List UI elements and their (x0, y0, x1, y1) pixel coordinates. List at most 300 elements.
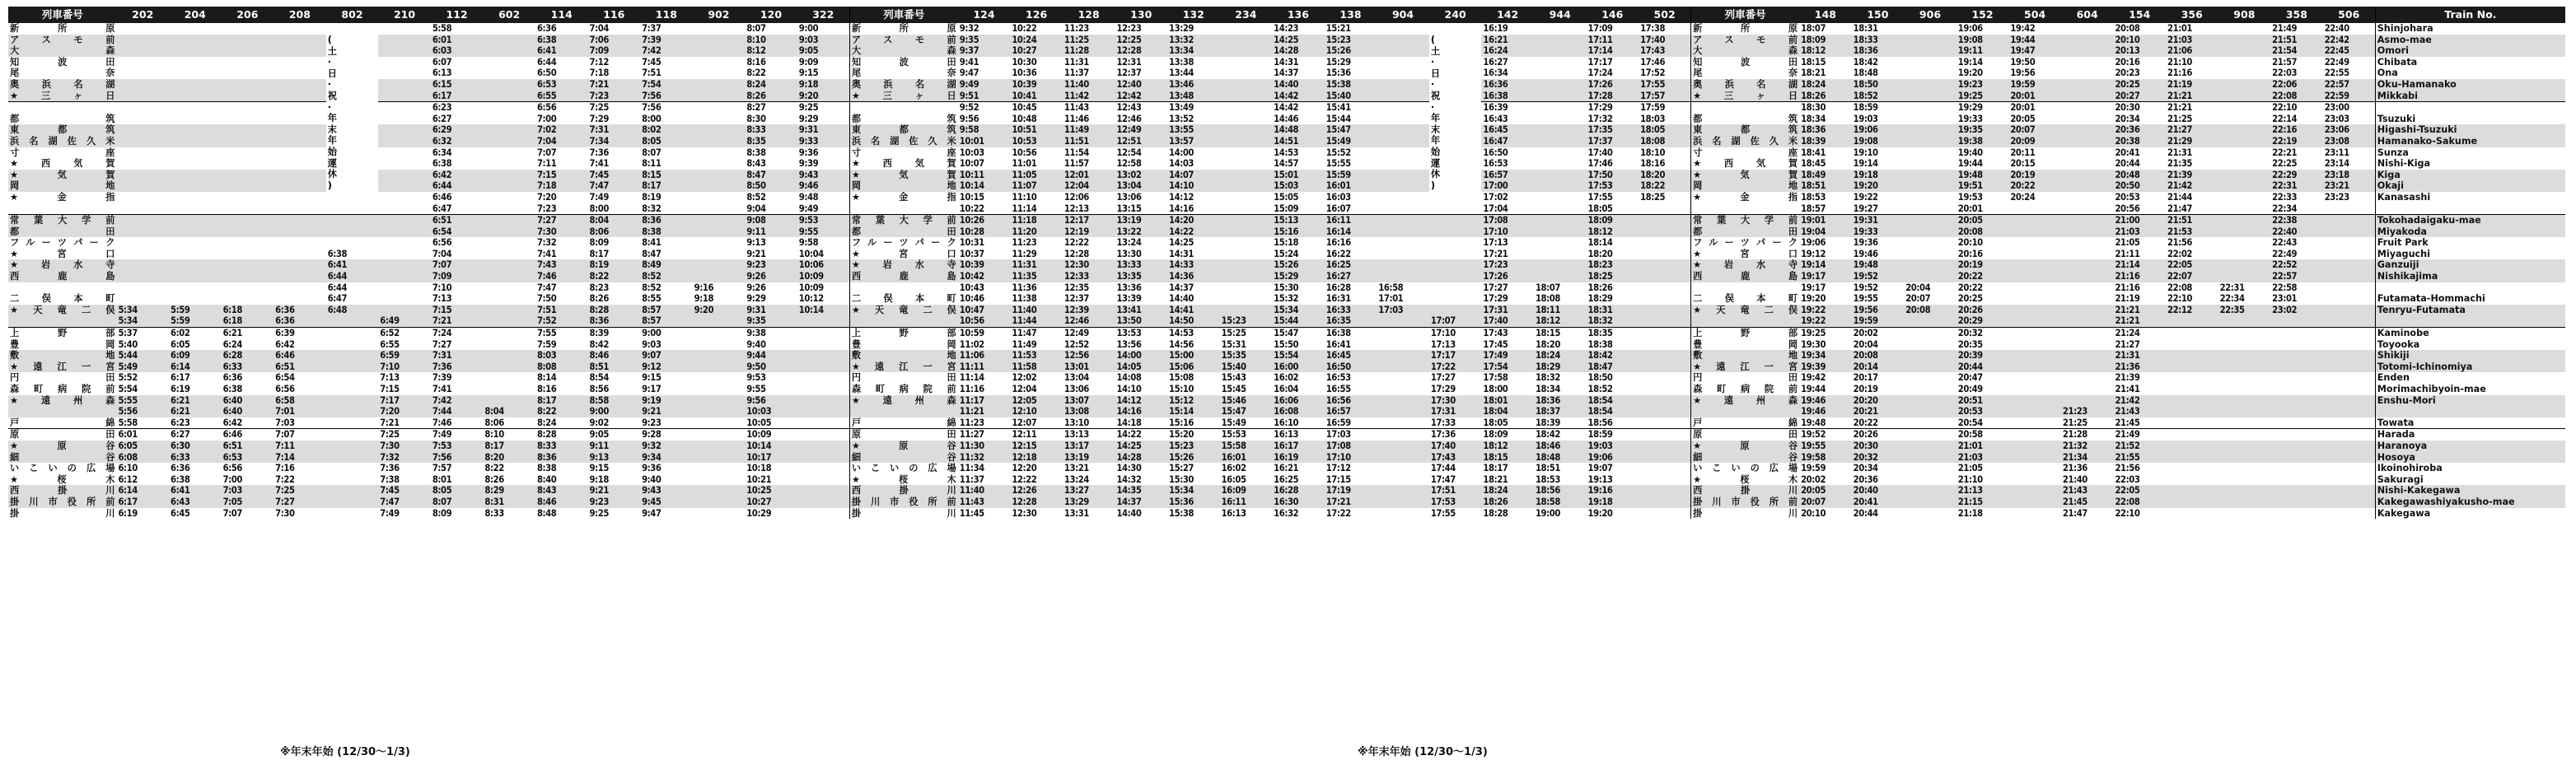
time-cell (1904, 237, 1957, 249)
station-name-en: Kakegawashiyakusho-mae (2375, 497, 2565, 508)
time-cell (1534, 35, 1587, 46)
time-cell (2061, 215, 2114, 226)
time-cell: 11:20 (1010, 226, 1063, 238)
time-cell (2061, 147, 2114, 159)
time-cell (326, 417, 379, 429)
time-cell: 9:23 (588, 497, 641, 508)
time-cell: 7:11 (273, 441, 326, 452)
time-cell: 21:05 (2115, 237, 2140, 249)
time-cell: 7:44 (431, 406, 484, 417)
time-cell (1904, 497, 1957, 508)
time-cell: 13:35 (1115, 271, 1167, 282)
time-cell (483, 79, 535, 91)
time-cell: 15:23 (1167, 441, 1220, 452)
time-cell: 8:04 (588, 215, 641, 226)
time-cell (797, 508, 850, 520)
time-cell: 21:16 (2115, 282, 2140, 293)
station-name-en: Totomi-Ichinomiya (2375, 362, 2565, 373)
time-cell: 17:47 (1430, 473, 1456, 485)
time-cell: 21:32 (2061, 441, 2114, 452)
time-cell (2323, 384, 2376, 395)
time-cell (1377, 315, 1429, 327)
station-name-jp: 掛川 (10, 507, 115, 519)
time-cell: 7:47 (378, 497, 431, 508)
time-cell: 15:40 (1325, 91, 1377, 102)
time-cell: 6:23 (171, 417, 190, 428)
time-cell: 17:31 (1481, 305, 1534, 316)
time-cell (1220, 215, 1273, 226)
time-cell: 15:01 (1272, 170, 1325, 181)
time-cell: 20:35 (1957, 338, 1983, 350)
time-cell (2270, 406, 2323, 417)
time-cell: 9:13 (588, 452, 641, 464)
time-cell: 19:06 (1957, 23, 1983, 34)
time-cell: 13:53 (1115, 328, 1167, 339)
station-name-jp: 奥浜名湖 (1691, 79, 1799, 91)
time-cell: 16:27 (1483, 56, 1508, 68)
time-cell: 17:02 (1483, 191, 1508, 203)
time-cell (326, 203, 379, 215)
time-cell: 19:33 (1957, 113, 1983, 124)
time-cell (116, 91, 169, 102)
time-cell (693, 452, 746, 464)
station-name-jp: ★遠州森 (1691, 395, 1799, 407)
time-cell (116, 271, 169, 282)
time-cell: 18:39 (1799, 136, 1852, 147)
time-cell: 9:25 (589, 507, 609, 519)
time-cell: 22:05 (2166, 259, 2218, 271)
time-cell: 7:30 (378, 441, 431, 452)
time-cell: 12:23 (1116, 23, 1142, 34)
time-cell (483, 23, 535, 35)
time-cell: 18:35 (1587, 328, 1639, 339)
time-cell (326, 497, 379, 508)
time-cell (1904, 463, 1957, 474)
time-cell: 8:20 (483, 452, 535, 464)
time-cell (1534, 215, 1587, 226)
time-cell (169, 57, 222, 68)
time-cell: 16:13 (1221, 507, 1246, 519)
time-cell: 9:49 (797, 203, 850, 215)
time-cell: 8:09 (589, 237, 609, 249)
time-cell: 21:25 (2062, 417, 2087, 428)
time-cell (2166, 372, 2218, 384)
time-cell: 17:29 (1587, 102, 1639, 114)
time-cell (1534, 203, 1587, 215)
time-cell (326, 328, 379, 339)
time-cell (116, 124, 169, 136)
time-cell (1904, 441, 1957, 452)
time-cell (2061, 305, 2114, 316)
time-cell (2008, 372, 2061, 384)
time-cell: 6:33 (169, 452, 222, 464)
time-cell: 8:09 (432, 507, 452, 519)
time-cell (378, 192, 431, 203)
station-name-jp: ★天竜二俣 (1691, 305, 1799, 316)
time-cell: 17:01 (1378, 293, 1404, 305)
time-cell (2323, 305, 2376, 316)
station-name-jp: 西鹿島 (1691, 271, 1799, 282)
station-name-jp: 西掛川 (849, 485, 957, 497)
time-cell: 8:47 (642, 248, 662, 259)
time-cell (378, 136, 431, 147)
time-cell: 14:30 (1116, 463, 1142, 474)
time-cell (273, 180, 326, 192)
time-cell: 8:43 (746, 158, 766, 170)
time-cell: 22:31 (2219, 282, 2245, 293)
timetable-row (8, 114, 2565, 125)
time-cell: 16:02 (1274, 372, 1299, 384)
time-cell (2008, 282, 2061, 294)
time-cell: 14:50 (1167, 315, 1220, 327)
time-cell: 20:26 (1852, 429, 1905, 441)
time-cell (1904, 384, 1957, 395)
time-cell: 17:00 (1481, 180, 1534, 192)
time-cell: 17:29 (1430, 384, 1456, 394)
time-cell: 18:52 (1852, 91, 1905, 102)
time-cell: 13:29 (1169, 23, 1194, 34)
time-cell: 14:25 (1272, 35, 1325, 46)
time-cell: 19:50 (2010, 56, 2036, 68)
station-name-en: Oku-Hamanako (2375, 79, 2565, 91)
station-name-jp: ★桜木 (1693, 473, 1798, 485)
time-cell: 20:36 (1853, 473, 1878, 485)
time-cell: 11:30 (958, 441, 1011, 452)
timetable-row (8, 57, 2565, 68)
time-cell (169, 124, 222, 136)
time-cell (1377, 485, 1429, 497)
time-cell: 5:58 (118, 417, 138, 428)
time-cell: 20:05 (2010, 113, 2036, 124)
time-cell: 19:48 (1957, 170, 2009, 181)
time-cell: 15:34 (1272, 305, 1325, 316)
time-cell: 11:51 (1063, 136, 1115, 147)
time-cell: 10:15 (959, 191, 984, 203)
station-name-jp: 尾奈 (1693, 68, 1798, 79)
time-cell (2270, 463, 2323, 474)
time-cell: 16:45 (1481, 124, 1534, 136)
time-cell (1639, 417, 1691, 429)
time-cell: 20:49 (1957, 384, 1983, 394)
time-cell: 21:39 (2115, 372, 2140, 384)
time-cell (1429, 215, 1482, 226)
time-cell: 19:17 (1799, 271, 1852, 282)
train-number-130: 130 (1115, 7, 1167, 23)
train-number-152: 152 (1957, 7, 2009, 23)
time-cell (2218, 192, 2271, 203)
time-cell: 15:03 (1272, 180, 1325, 192)
time-cell: 7:52 (535, 315, 588, 327)
time-cell: 17:15 (1325, 473, 1351, 485)
time-cell: 7:21 (380, 417, 400, 428)
time-cell: 9:53 (797, 215, 850, 226)
time-cell: 7:23 (536, 203, 557, 214)
station-name-jp: 大森 (10, 45, 115, 57)
time-cell: 20:47 (1957, 372, 1983, 384)
time-cell: 22:40 (2323, 23, 2376, 35)
time-cell: 18:28 (1483, 507, 1508, 519)
time-cell (2270, 395, 2323, 407)
time-cell (1904, 406, 1957, 417)
time-cell: 19:30 (1801, 338, 1826, 350)
time-cell: 6:46 (222, 429, 274, 441)
time-cell: 19:25 (1799, 328, 1852, 339)
time-cell: 20:07 (2008, 124, 2061, 136)
time-cell: 20:39 (1957, 350, 2009, 362)
time-cell: 17:49 (1481, 350, 1534, 362)
time-cell (169, 79, 222, 91)
time-cell: 12:13 (1064, 203, 1089, 214)
time-cell: 15:20 (1167, 429, 1220, 441)
time-cell: 8:00 (642, 113, 662, 124)
time-cell (1377, 180, 1429, 192)
time-cell: 6:27 (169, 429, 222, 441)
time-cell (2218, 315, 2271, 327)
time-cell: 15:12 (1167, 395, 1220, 407)
station-name-jp: フルーツパーク (1693, 237, 1798, 249)
time-cell (2270, 315, 2323, 327)
time-cell (1639, 237, 1691, 249)
time-cell: 20:19 (1853, 384, 1878, 394)
time-cell: 11:16 (959, 384, 984, 394)
time-cell (1534, 158, 1587, 170)
time-cell (273, 136, 326, 147)
time-cell: 11:11 (958, 362, 1011, 373)
time-cell: 18:17 (1483, 463, 1508, 474)
time-cell: 7:17 (378, 395, 431, 407)
time-cell (1220, 124, 1273, 136)
time-cell (693, 158, 746, 170)
time-cell: 18:25 (1639, 192, 1691, 203)
time-cell (1534, 57, 1587, 68)
time-cell: 19:35 (1957, 124, 2009, 136)
time-cell: 21:11 (2115, 248, 2140, 259)
time-cell (326, 350, 379, 362)
time-cell: 19:20 (1957, 68, 1983, 79)
time-cell (1220, 136, 1273, 147)
time-cell: 15:49 (1325, 136, 1377, 147)
station-name-jp: いこいの広場 (1693, 463, 1798, 474)
time-cell: 16:53 (1325, 372, 1351, 384)
time-cell (2323, 395, 2376, 407)
time-cell: 15:36 (1167, 497, 1220, 508)
time-cell: 19:14 (1957, 56, 1983, 68)
time-cell (326, 372, 379, 384)
time-cell: 13:46 (1167, 79, 1220, 91)
station-name-jp: 上野部 (10, 328, 115, 339)
time-cell: 7:41 (536, 248, 557, 259)
time-cell (1639, 350, 1691, 362)
time-cell (483, 158, 535, 170)
time-cell: 10:03 (745, 406, 797, 417)
time-cell (1904, 485, 1957, 497)
time-cell: 20:41 (1852, 497, 1905, 508)
time-cell: 16:59 (1325, 417, 1351, 428)
time-cell: 20:22 (1957, 282, 1983, 293)
time-cell: 19:27 (1853, 203, 1878, 214)
time-cell: 11:35 (1010, 271, 1063, 282)
time-cell (273, 23, 326, 35)
station-name-jp: 尾奈 (10, 68, 115, 79)
time-cell (2061, 395, 2114, 407)
time-cell: 8:43 (535, 485, 588, 497)
time-cell: 10:18 (746, 463, 772, 474)
time-cell (693, 23, 746, 35)
time-cell: 16:25 (1325, 259, 1377, 271)
time-cell: 10:41 (1010, 91, 1063, 102)
time-cell: 8:38 (536, 463, 557, 474)
time-cell: 17:33 (1430, 417, 1456, 428)
time-cell: 8:41 (642, 237, 662, 249)
time-cell: 17:21 (1325, 497, 1377, 508)
time-cell: 8:52 (642, 282, 662, 293)
time-cell: 15:47 (1220, 406, 1273, 417)
time-cell (378, 45, 431, 57)
time-cell: 20:16 (2115, 56, 2140, 68)
station-name-jp: 森町病院前 (1693, 384, 1798, 394)
time-cell: 18:29 (1534, 362, 1587, 373)
time-cell: 9:36 (797, 147, 850, 159)
time-cell: 9:50 (745, 362, 797, 373)
time-cell (2008, 315, 2061, 327)
time-cell (169, 23, 222, 35)
time-cell: 15:29 (1325, 56, 1351, 68)
time-cell: 13:19 (1115, 215, 1167, 226)
time-cell (2008, 339, 2061, 351)
time-cell: 7:46 (535, 271, 588, 282)
time-cell: 16:55 (1325, 384, 1351, 394)
time-cell (169, 271, 222, 282)
time-cell: 6:02 (169, 328, 222, 339)
time-cell (2008, 485, 2061, 497)
time-cell: 22:14 (2272, 113, 2298, 124)
time-cell (2270, 350, 2323, 362)
time-cell: 12:18 (1010, 452, 1063, 464)
time-cell: 16:38 (1325, 328, 1377, 339)
time-cell: 20:30 (2113, 102, 2166, 114)
time-cell (1220, 293, 1273, 305)
time-cell: 12:37 (1116, 68, 1142, 79)
timetable-row (8, 350, 2565, 362)
time-cell (2061, 384, 2114, 395)
station-name-en: Toyooka (2377, 338, 2420, 350)
time-cell: 6:03 (431, 45, 484, 57)
time-cell: 6:51 (431, 215, 484, 226)
time-cell (222, 23, 274, 35)
time-cell: 6:41 (535, 45, 588, 57)
time-cell: 11:23 (959, 417, 984, 428)
station-name-en: Mikkabi (2375, 91, 2565, 102)
time-cell: 20:38 (2113, 136, 2166, 147)
time-cell (1377, 271, 1429, 282)
time-cell: 6:38 (432, 158, 452, 170)
time-cell: 15:38 (1169, 507, 1194, 519)
time-cell: 12:28 (1064, 248, 1089, 259)
time-cell: 23:06 (2323, 124, 2376, 136)
time-cell: 6:14 (169, 362, 222, 373)
station-name-jp: ★三ヶ日 (849, 91, 957, 102)
time-cell (1377, 170, 1429, 181)
time-cell: 19:34 (1799, 350, 1852, 362)
station-name-jp: 敷地 (1691, 350, 1799, 362)
station-name-jp: 新所原 (851, 23, 956, 34)
time-cell (2166, 395, 2218, 407)
time-cell (273, 249, 326, 260)
time-cell: 18:51 (1535, 463, 1560, 474)
time-cell: 7:03 (275, 417, 295, 428)
timetable (8, 7, 2565, 519)
time-cell (2008, 474, 2061, 486)
station-name-en: Enshu-Mori (2375, 395, 2565, 407)
time-cell (1639, 226, 1691, 238)
time-cell (273, 293, 326, 305)
time-cell (2061, 259, 2114, 271)
station-name-jp: 細谷 (1691, 452, 1799, 464)
time-cell (378, 215, 431, 226)
time-cell: 6:13 (432, 68, 452, 79)
time-cell: 15:43 (1221, 372, 1246, 384)
time-cell: 16:25 (1274, 473, 1299, 485)
time-cell: 19:13 (1587, 473, 1613, 485)
time-cell: 7:18 (589, 68, 609, 79)
time-cell: 19:12 (1801, 248, 1826, 259)
time-cell: 8:16 (746, 56, 766, 68)
time-cell: 18:07 (1535, 282, 1560, 293)
time-cell (1220, 114, 1273, 125)
time-cell: 20:36 (2113, 124, 2166, 136)
station-name-jp: 二俣本町 (10, 293, 115, 305)
time-cell: 22:59 (2323, 91, 2376, 102)
time-cell: 20:24 (2010, 191, 2036, 203)
train-number-502: 502 (1639, 7, 1691, 23)
time-cell (1639, 485, 1691, 497)
timetable-row (8, 452, 2565, 464)
time-cell (2008, 508, 2061, 520)
time-cell: 21:14 (2113, 259, 2166, 271)
station-name-en (2375, 406, 2565, 417)
time-cell: 6:07 (432, 56, 452, 68)
time-cell (2166, 315, 2218, 327)
time-cell: 20:53 (1957, 406, 2009, 417)
time-cell: 19:44 (1801, 384, 1826, 394)
time-cell (1904, 23, 1957, 35)
time-cell: 21:21 (2113, 315, 2166, 327)
time-cell: 13:21 (1064, 463, 1089, 474)
time-cell (1429, 271, 1482, 282)
time-cell: 14:37 (1115, 497, 1167, 508)
station-name-jp: ★遠江一宮 (10, 361, 115, 372)
time-cell (116, 226, 169, 238)
time-cell: 14:22 (1115, 429, 1167, 441)
time-cell: 6:05 (116, 441, 169, 452)
time-cell (169, 35, 222, 46)
station-name-jp (849, 315, 957, 327)
time-cell: 18:10 (1639, 147, 1691, 159)
time-cell: 11:31 (1010, 259, 1063, 271)
time-cell: 21:21 (2166, 91, 2218, 102)
time-cell (222, 249, 274, 260)
time-cell: 11:05 (1010, 170, 1063, 181)
time-cell (693, 215, 746, 226)
time-cell (1377, 158, 1429, 170)
station-name-jp: ★金指 (10, 191, 115, 203)
time-cell (222, 259, 274, 271)
time-cell: 15:47 (1272, 328, 1325, 339)
time-cell: 20:07 (1799, 497, 1852, 508)
time-cell (1639, 203, 1691, 215)
time-cell: 21:23 (2061, 406, 2114, 417)
time-cell: 16:33 (1325, 305, 1377, 316)
